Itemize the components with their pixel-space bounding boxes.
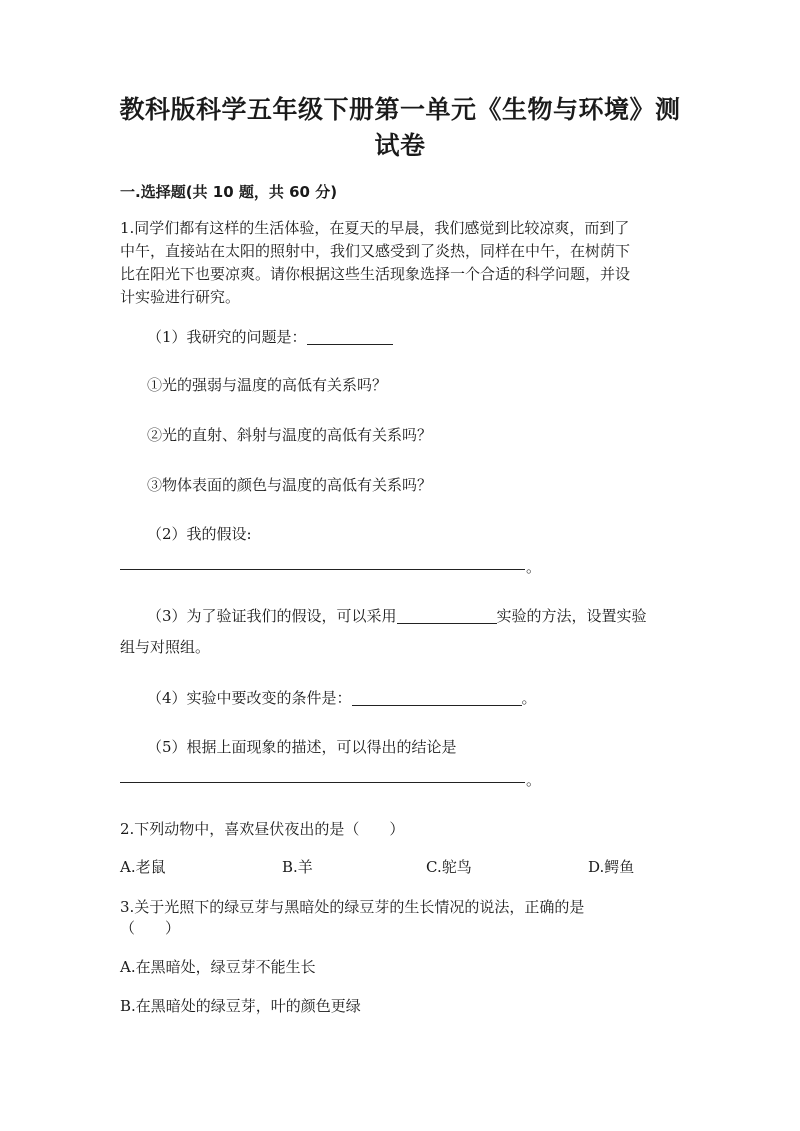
q1-sub2-label: （2）我的假设: bbox=[147, 525, 252, 543]
q2-option-c[interactable]: C.鸵鸟 bbox=[426, 858, 472, 876]
q2-option-b[interactable]: B.羊 bbox=[282, 858, 313, 876]
q2-stem: 2.下列动物中，喜欢昼伏夜出的是（ ） bbox=[120, 820, 405, 838]
q1-option-3: ③物体表面的颜色与温度的高低有关系吗？ bbox=[147, 476, 433, 494]
q2-option-d[interactable]: D.鳄鱼 bbox=[588, 858, 635, 876]
q1-sub5-answer-line[interactable] bbox=[120, 782, 525, 783]
q1-sub1-blank[interactable] bbox=[307, 328, 393, 345]
q1-sub3-text-b: 实验的方法，设置实验 bbox=[496, 607, 647, 625]
q1-option-2: ②光的直射、斜射与温度的高低有关系吗？ bbox=[147, 426, 433, 444]
q1-sub3-blank[interactable] bbox=[397, 607, 497, 624]
q1-text-line-4: 计实验进行研究。 bbox=[120, 288, 241, 306]
q3-option-a[interactable]: A.在黑暗处，绿豆芽不能生长 bbox=[120, 958, 316, 976]
q1-sub4-blank[interactable] bbox=[352, 689, 522, 706]
q1-sub4 bbox=[147, 687, 707, 709]
q1-sub1 bbox=[147, 326, 707, 348]
q1-sub2-answer-line[interactable] bbox=[120, 569, 525, 570]
q1-sub5-period: 。 bbox=[526, 771, 542, 789]
title-line-2: 试卷 bbox=[374, 131, 426, 160]
q1-sub3-text-c: 组与对照组。 bbox=[120, 638, 211, 656]
q1-sub2-period: 。 bbox=[526, 558, 542, 576]
q3-option-b[interactable]: B.在黑暗处的绿豆芽，叶的颜色更绿 bbox=[120, 997, 361, 1015]
q1-sub1-label: （1）我研究的问题是： bbox=[147, 328, 307, 346]
q1-sub4-period: 。 bbox=[521, 689, 537, 707]
q1-text-line-3: 比在阳光下也要凉爽。请你根据这些生活现象选择一个合适的科学问题，并设 bbox=[120, 265, 631, 283]
q1-text-line-2: 中午，直接站在太阳的照射中，我们又感受到了炎热，同样在中午，在树荫下 bbox=[120, 242, 631, 260]
q3-stem: 3.关于光照下的绿豆芽与黑暗处的绿豆芽的生长情况的说法，正确的是 bbox=[120, 898, 585, 916]
title-line-1: 教科版科学五年级下册第一单元《生物与环境》测 bbox=[119, 95, 681, 124]
q1-option-1: ①光的强弱与温度的高低有关系吗？ bbox=[147, 376, 388, 394]
q3-answer-paren: （ ） bbox=[120, 919, 181, 937]
q2-option-a[interactable]: A.老鼠 bbox=[120, 858, 166, 876]
exam-title bbox=[110, 92, 690, 164]
q1-text-line-1: 1.同学们都有这样的生活体验，在夏天的早晨，我们感觉到比较凉爽，而到了 bbox=[120, 219, 630, 237]
q1-sub4-label: （4）实验中要改变的条件是： bbox=[147, 689, 352, 707]
q1-sub3 bbox=[147, 605, 707, 627]
q1-sub5-label: （5）根据上面现象的描述，可以得出的结论是 bbox=[147, 738, 457, 756]
q1-sub3-text-a: （3）为了验证我们的假设，可以采用 bbox=[147, 607, 397, 625]
section-heading: 一.选择题(共 10 题，共 60 分) bbox=[120, 183, 338, 201]
